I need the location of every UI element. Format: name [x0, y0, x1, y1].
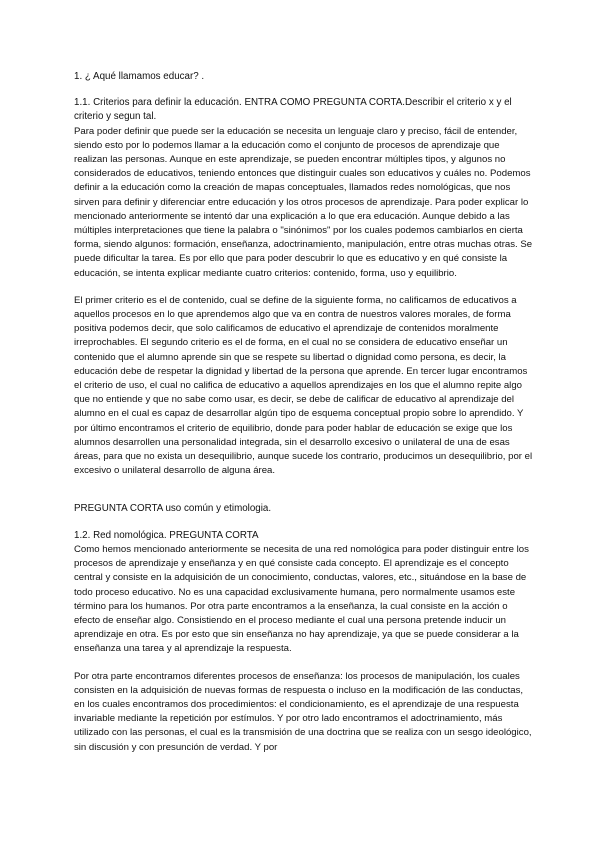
spacer [74, 517, 534, 529]
spacer [74, 657, 534, 670]
section-1-2-heading: 1.2. Red nomológica. PREGUNTA CORTA [74, 529, 259, 541]
document-title: 1. ¿ Aqué llamamos educar? . [74, 71, 205, 82]
spacer [74, 281, 534, 294]
section-1-1-heading: 1.1. Criterios para definir la educación. ENTRA COMO PREGUNTA CORTA.Describir el criterio x y el criterio y segun tal. [74, 97, 512, 123]
spacer [74, 478, 534, 502]
section-1-2-paragraph-2: Por otra parte encontramos diferentes procesos de enseñanza: los procesos de manipulación, los cuales consisten en la adquisición de nuevas formas de respuesta o incluso en la modificación de las conductas, en los cuales encontramos dos procedimientos: el condicionamiento, es el aprendizaje de una respuesta invariable mediante la repetición por estímulos. Y por otro lado encontramos el adoctrinamiento, más utilizado con las personas, el cual es la transmisión de una doctrina que se realiza con un sesgo ideológico, sin discusión y con presunción de verdad. Y por [74, 670, 532, 753]
section-1-2-paragraph-1: Como hemos mencionado anteriormente se necesita de una red nomológica para poder distinguir entre los procesos de aprendizaje y enseñanza y en qué consiste cada concepto. El aprendizaje es el concepto central y consiste en la adquisición de un conocimiento, conductas, valores, etc., situándose en la base de todo proceso educativo. No es una capacidad exclusivamente humana, pero normalmente usamos este término para los humanos. Por otra parte encontramos a la enseñanza, la cual consiste en la acción o efecto de enseñar algo. Consistiendo en el proceso mediante el cual una persona pretende inducir un aprendizaje en otra. Es por esto que sin enseñanza no hay aprendizaje, ya que se puede considerar a la enseñanza una tarea y al aprendizaje la respuesta. [74, 543, 529, 655]
section-1-1-paragraph-2: El primer criterio es el de contenido, cual se define de la siguiente forma, no calificamos de educativos a aquellos procesos en lo que aprendemos algo que va en contra de nuestros valores morales, de forma positiva podemos decir, que solo calificamos de educativo el aprendizaje de contenidos moralmente irreprochables. El segundo criterio es el de forma, en el cual no se considera de educativo enseñar un contenido que el alumno aprende sin que se respete su libertad o dignidad como persona, es decir, la educación debe de respetar la dignidad y libertad de la persona que aprende. En tercer lugar encontramos el criterio de uso, el cual no califica de educativo a aquellos aprendizajes en los que el alumno repite algo que no entiende y que no sabe como usar, es decir, se debe de calificar de educativo al aprendizaje del alumno en el cual es capaz de desarrollar algún tipo de esquema conceptual propio sobre lo aprendido. Y por último encontramos el criterio de equilibrio, donde para poder hablar de educación se exige que los alumnos desarrollen una personalidad integrada, sin el desarrollo excesivo o unilateral de una de esas áreas, para que no exista un desequilibrio, aunque sucede los contrario, producimos un desequilibrio, por el excesivo o unilateral desarrollo de alguna área. [74, 294, 533, 477]
note-uso-comun: PREGUNTA CORTA uso común y etimologia. [74, 503, 272, 515]
section-1-1-paragraph-1: Para poder definir que puede ser la educación se necesita un lenguaje claro y preciso, fácil de entender, siendo esto por lo podemos llamar a la educación como el conjunto de procesos de aprendizaje que realizan las personas. Aunque en este aprendizaje, se pueden encontrar múltiples tipos, y algunos no considerados de educativos, teniendo entonces que distinguir cuales son educativos y cuáles no. Podemos definir a la educación como la creación de mapas conceptuales, llamados redes nomológicas, que nos sirven para definir y diferenciar entre educación y los otros procesos de aprendizaje. Para poder explicar lo mencionado anteriormente se intentó dar una explicación a lo que era educación. Aunque debido a las múltiples interpretaciones que tiene la palabra o "sinónimos" por los cuales podemos cambiarlos en cierta forma, siendo algunos: formación, enseñanza, adoctrinamiento, manipulación, entre otras muchas otras. Se puede dificultar la tarea. Es por ello que para poder descubrir lo que es educativo y en qué consiste la educación, se intenta explicar mediante cuatro criterios: contenido, forma, uso y equilibrio. [74, 125, 533, 279]
spacer [74, 84, 534, 96]
